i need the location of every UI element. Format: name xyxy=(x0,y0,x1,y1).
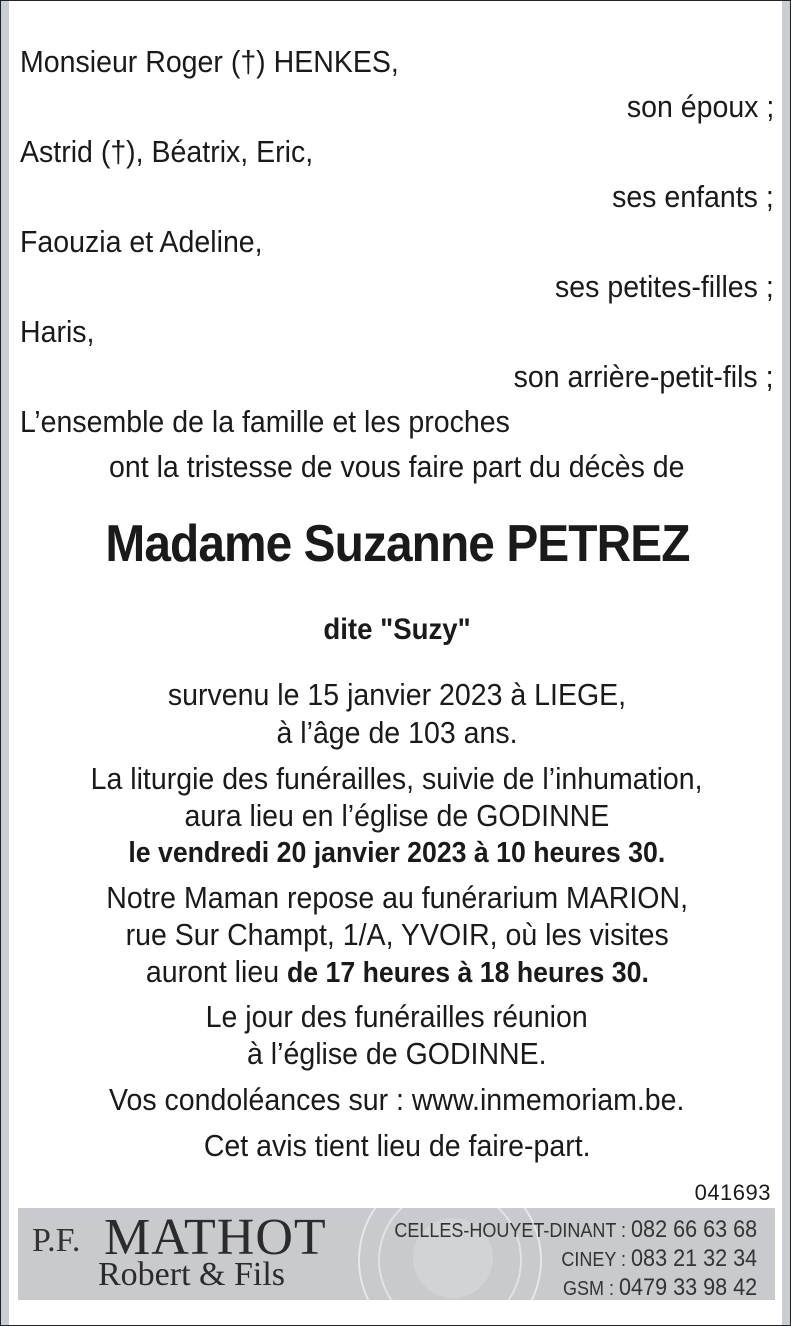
deceased-name xyxy=(20,512,774,576)
family-member-name: Haris, xyxy=(20,314,95,349)
right-border-bar xyxy=(782,1,790,1325)
rest-line-1 xyxy=(20,879,774,917)
death-line-2-text: à l’âge de 103 ans. xyxy=(276,715,518,750)
contact-row xyxy=(394,1245,757,1274)
contact-number: 082 66 63 68 xyxy=(630,1216,757,1243)
announcement-text: ont la tristesse de vous faire part du décès de xyxy=(109,449,685,484)
rest-line-2 xyxy=(20,916,774,954)
liturgy-line-1-text: La liturgie des funérailles, suivie de l’inhumation, xyxy=(91,761,703,796)
rest-line-3 xyxy=(20,953,774,992)
reunion-line-1-text: Le jour des funérailles réunion xyxy=(205,999,589,1034)
death-line-1-text: survenu le 15 janvier 2023 à LIEGE, xyxy=(167,677,627,712)
liturgy-date xyxy=(20,834,774,872)
contact-label: CINEY : xyxy=(561,1249,626,1271)
liturgy-line-2-text: aura lieu en l’église de GODINNE xyxy=(184,798,610,833)
notice-text: Cet avis tient lieu de faire-part. xyxy=(203,1128,591,1163)
brand-subtitle: Robert & Fils xyxy=(98,1256,286,1293)
nickname-text: dite "Suzy" xyxy=(323,613,471,646)
condolences-line xyxy=(20,1081,774,1119)
liturgy-line-2 xyxy=(20,797,774,835)
brand-name: MATHOT xyxy=(104,1209,327,1266)
family-member-relation: ses enfants ; xyxy=(612,179,774,214)
reunion-line-2-text: à l’église de GODINNE. xyxy=(247,1036,547,1071)
rest-line-1-text: Notre Maman repose au funérarium MARION, xyxy=(106,880,688,915)
condolences-text: Vos condoléances sur : www.inmemoriam.be. xyxy=(109,1082,685,1117)
family-member-relation: son époux ; xyxy=(626,89,774,124)
funeral-home-banner xyxy=(18,1208,775,1300)
family-member-name: Astrid (†), Béatrix, Eric, xyxy=(20,134,314,169)
family-member-name: Monsieur Roger (†) HENKES, xyxy=(20,44,399,79)
liturgy-date-text: le vendredi 20 janvier 2023 à 10 heures 30. xyxy=(128,837,666,869)
liturgy-line-1 xyxy=(20,760,774,798)
contact-number: 0479 33 98 42 xyxy=(618,1274,757,1300)
contact-label: GSM : xyxy=(562,1278,614,1300)
notice-line xyxy=(20,1127,774,1165)
contact-row xyxy=(394,1274,757,1300)
reference-number: 041693 xyxy=(694,1180,771,1205)
death-line-2 xyxy=(20,714,774,752)
rest-line-3-prefix: auront lieu xyxy=(145,954,287,989)
left-border-bar xyxy=(1,1,9,1325)
rest-line-2-text: rue Sur Champt, 1/A, YVOIR, où les visites xyxy=(125,917,669,952)
family-member-relation: ses petites-filles ; xyxy=(555,269,774,304)
contact-row xyxy=(394,1216,757,1245)
family-all-line: L’ensemble de la famille et les proches xyxy=(20,404,510,439)
announcement-line xyxy=(20,444,774,489)
death-line-1 xyxy=(20,676,774,714)
contact-label: CELLES-HOUYET-DINANT : xyxy=(394,1220,626,1242)
reunion-line-2 xyxy=(20,1035,774,1073)
contact-number: 083 21 32 34 xyxy=(630,1245,757,1272)
deceased-name-text: Madame Suzanne PETREZ xyxy=(104,515,690,573)
nickname xyxy=(20,607,774,652)
reunion-line-1 xyxy=(20,998,774,1036)
family-member-name: Faouzia et Adeline, xyxy=(20,224,263,259)
family-member-relation: son arrière-petit-fils ; xyxy=(514,359,774,394)
contact-list xyxy=(354,1216,757,1300)
visiting-hours: de 17 heures à 18 heures 30. xyxy=(286,957,649,989)
brand-prefix: P.F. xyxy=(32,1222,81,1259)
